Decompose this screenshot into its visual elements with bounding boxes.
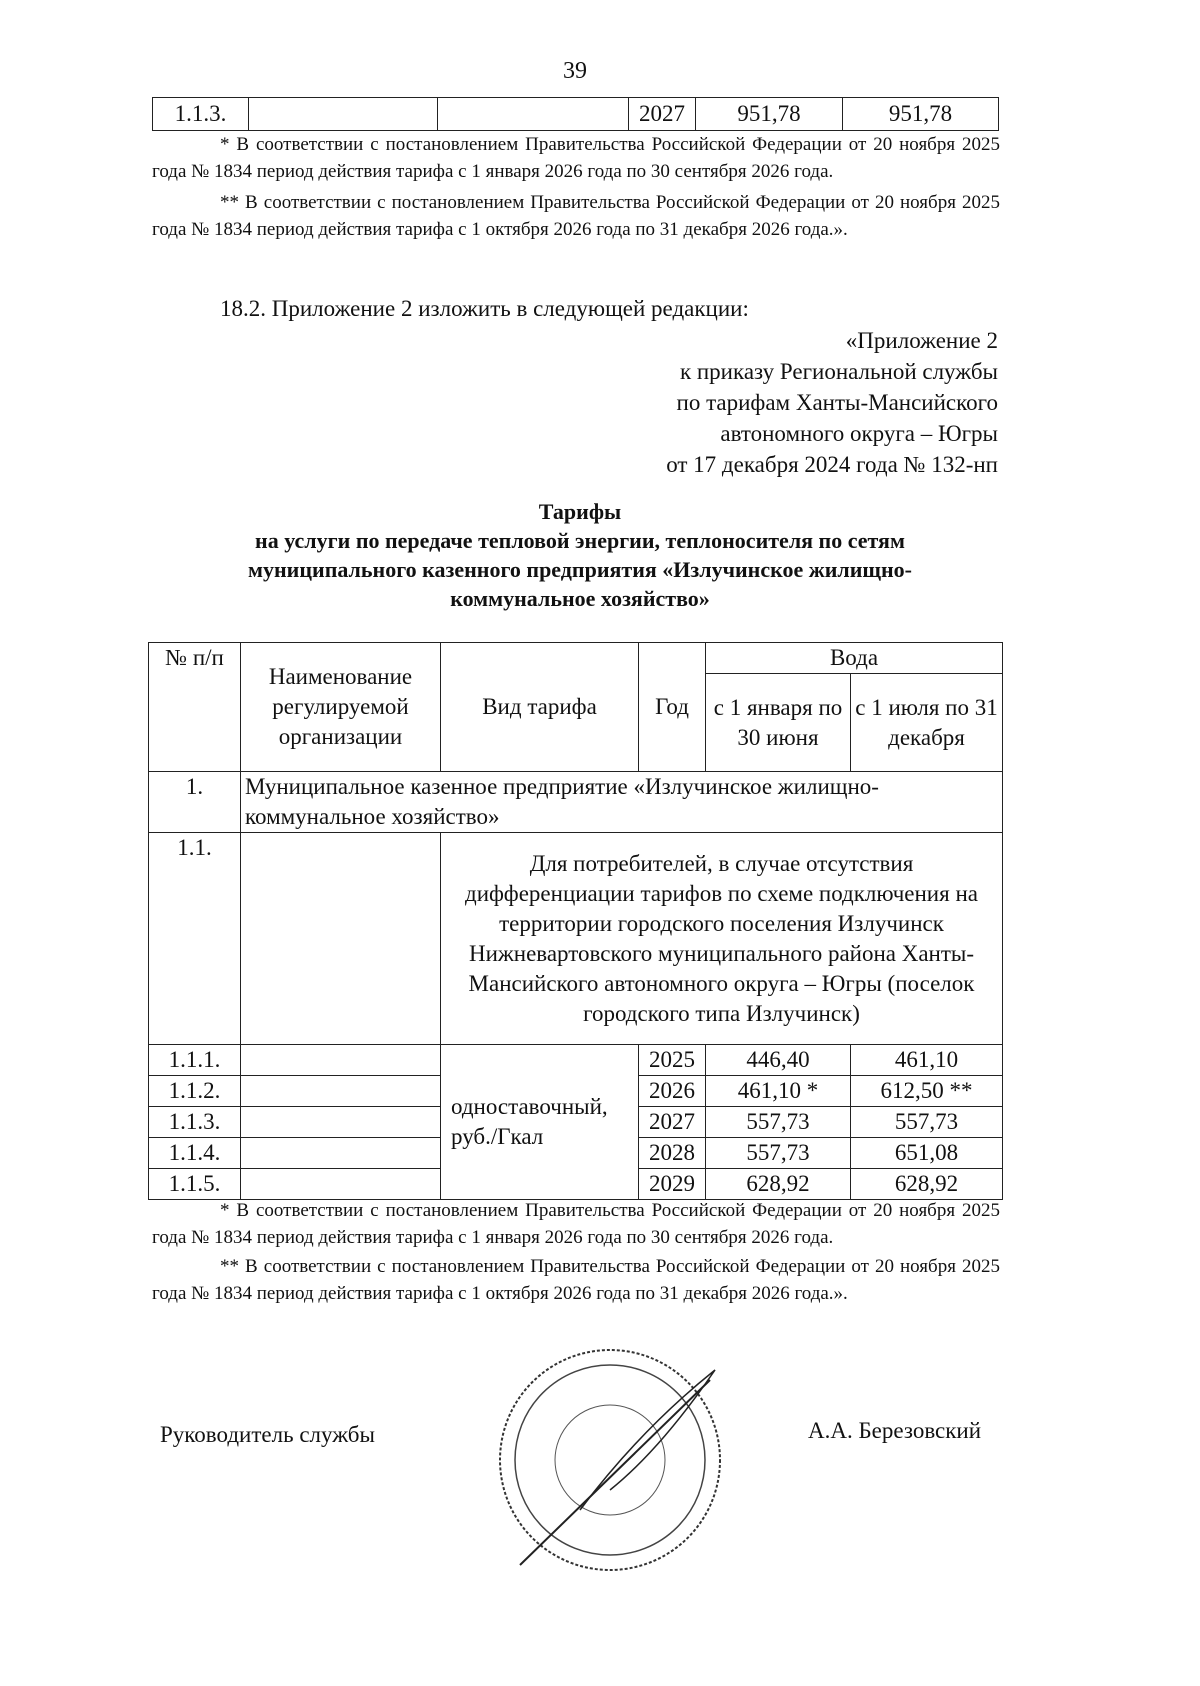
signatory-position: Руководитель службы [160, 1422, 375, 1447]
table-row [153, 98, 999, 131]
header-org: Наименование регулируемой организации [241, 643, 441, 772]
type-cell [438, 98, 629, 131]
header-row [149, 643, 1003, 674]
row-number: 1.1.4. [149, 1138, 241, 1169]
previous-table-fragment [152, 97, 999, 131]
row-number: 1.1.2. [149, 1076, 241, 1107]
year-cell: 2029 [639, 1169, 706, 1200]
official-stamp [460, 1340, 760, 1580]
signatory-name: А.А. Березовский [808, 1418, 982, 1443]
year-cell: 2028 [639, 1138, 706, 1169]
row-number: 1.1.3. [149, 1107, 241, 1138]
org-cell [241, 1107, 441, 1138]
table-row [149, 1045, 1003, 1076]
value-cell: 628,92 [851, 1169, 1003, 1200]
year-cell: 2026 [639, 1076, 706, 1107]
organization-name: Муниципальное казенное предприятие «Излучинское жилищно-коммунальное хозяйство» [241, 772, 1003, 833]
value-cell: 557,73 [706, 1107, 851, 1138]
header-period-2: с 1 июля по 31 декабря [851, 674, 1003, 772]
row-number: 1.1.5. [149, 1169, 241, 1200]
value-cell: 461,10 * [706, 1076, 851, 1107]
value-cell: 557,73 [706, 1138, 851, 1169]
header-period-1: с 1 января по 30 июня [706, 674, 851, 772]
year-cell: 2027 [629, 98, 696, 131]
clause-text: 18.2. Приложение 2 изложить в следующей редакции: [220, 296, 749, 321]
org-cell [241, 1045, 441, 1076]
org-cell [241, 1138, 441, 1169]
header-water: Вода [706, 643, 1003, 674]
header-year: Год [639, 643, 706, 772]
appendix-line: автономного округа – Югры [720, 421, 998, 446]
year-cell: 2025 [639, 1045, 706, 1076]
value-cell: 651,08 [851, 1138, 1003, 1169]
footnote: ** В соответствии с постановлением Правительства Российской Федерации от 20 ноября 2025 года № 1834 период действия тарифа с 1 октября 2026 года по 31 декабря 2026 года.». [152, 192, 1000, 240]
appendix-reference [600, 325, 998, 480]
org-cell [241, 833, 441, 1045]
org-cell [241, 1169, 441, 1200]
title-line: коммунальное хозяйство» [450, 586, 710, 611]
table-row [149, 833, 1003, 1045]
header-num: № п/п [149, 643, 241, 772]
appendix-line: «Приложение 2 [845, 328, 998, 353]
value-cell: 951,78 [843, 98, 999, 131]
tariff-type: одноставочный, руб./Гкал [441, 1045, 639, 1200]
signature-stroke [520, 1380, 710, 1565]
footnote: * В соответствии с постановлением Правительства Российской Федерации от 20 ноября 2025 года № 1834 период действия тарифа с 1 января 2026 года по 30 сентября 2026 года. [152, 134, 1000, 182]
appendix-line: от 17 декабря 2024 года № 132-нп [666, 452, 998, 477]
footnotes-top [152, 131, 1000, 243]
year-cell: 2027 [639, 1107, 706, 1138]
header-type: Вид тарифа [441, 643, 639, 772]
consumer-description: Для потребителей, в случае отсутствия дифференциации тарифов по схеме подключения на территории городского поселения Излучинск Нижневартовского муниципального района Ханты-Мансийского автономного округа – Югры (поселок городского типа Излучинск) [441, 833, 1003, 1045]
title-line: на услуги по передаче тепловой энергии, теплоносителя по сетям [255, 528, 905, 553]
value-cell: 446,40 [706, 1045, 851, 1076]
tariff-table [148, 642, 1003, 1200]
row-number: 1.1.3. [153, 98, 249, 131]
footnote: ** В соответствии с постановлением Правительства Российской Федерации от 20 ноября 2025 года № 1834 период действия тарифа с 1 октября 2026 года по 31 декабря 2026 года.». [152, 1256, 1000, 1304]
value-cell: 628,92 [706, 1169, 851, 1200]
row-number: 1. [149, 772, 241, 833]
document-title [150, 497, 1010, 613]
row-number: 1.1. [149, 833, 241, 1045]
appendix-line: по тарифам Ханты-Мансийского [676, 390, 998, 415]
value-cell: 461,10 [851, 1045, 1003, 1076]
appendix-line: к приказу Региональной службы [679, 359, 998, 384]
table-row [149, 772, 1003, 833]
row-number: 1.1.1. [149, 1045, 241, 1076]
footnote: * В соответствии с постановлением Правительства Российской Федерации от 20 ноября 2025 года № 1834 период действия тарифа с 1 января 2026 года по 30 сентября 2026 года. [152, 1200, 1000, 1248]
value-cell: 557,73 [851, 1107, 1003, 1138]
title-line: Тарифы [538, 499, 622, 524]
value-cell: 951,78 [696, 98, 843, 131]
org-cell [241, 1076, 441, 1107]
value-cell: 612,50 ** [851, 1076, 1003, 1107]
page-number: 39 [563, 58, 587, 84]
footnotes-bottom [152, 1197, 1000, 1307]
title-line: муниципального казенного предприятия «Излучинское жилищно- [248, 557, 912, 582]
org-cell [249, 98, 438, 131]
